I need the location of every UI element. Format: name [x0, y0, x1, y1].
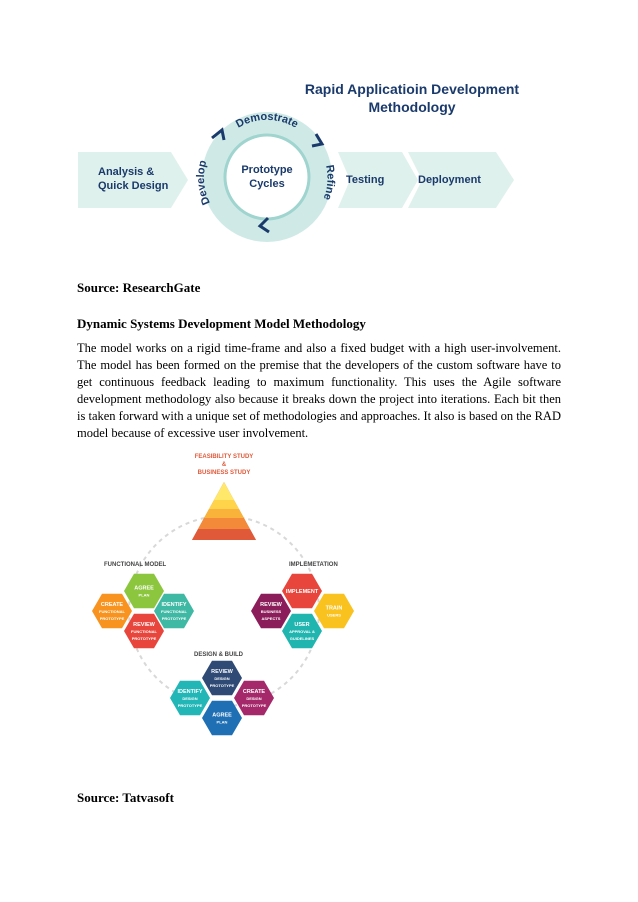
- hex-review-functional-label: FUNCTIONAL: [131, 629, 157, 634]
- refine-label: Refine: [320, 164, 337, 202]
- hex-agree-plan-label: PLAN: [138, 592, 150, 598]
- feasibility-line2: &: [221, 462, 227, 468]
- deployment-label: Deployment: [418, 174, 481, 186]
- prototype-center-line1: Prototype: [241, 164, 293, 176]
- implemetation-label: IMPLEMETATION: [289, 562, 338, 568]
- hex-create-design-label: PROTOTYPE: [241, 703, 267, 708]
- hex-identify-functional: [154, 594, 194, 629]
- rad-diagram: [76, 72, 556, 272]
- analysis-label-line1: Analysis &: [98, 166, 155, 178]
- rad-title-line1: Rapid Applicatioin Development: [304, 81, 520, 97]
- hex-review-design-label: REVIEW: [211, 669, 233, 675]
- hex-identify-design: [170, 681, 210, 716]
- testing-label: Testing: [346, 174, 385, 186]
- hex-review-business: [251, 594, 291, 629]
- hex-train-users-label: TRAIN: [325, 605, 343, 612]
- hex-user-approval-label: APPROVAL &: [289, 629, 315, 634]
- rad-title-line2: Methodology: [368, 99, 456, 115]
- hex-implement-label: IMPLEMENT: [285, 589, 319, 595]
- hex-create-functional-label: PROTOTYPE: [99, 616, 125, 621]
- hex-review-functional-label: REVIEW: [133, 622, 155, 628]
- hex-identify-functional-label: FUNCTIONAL: [161, 609, 187, 614]
- feasibility-line1: FEASIBILITY STUDY: [194, 454, 254, 460]
- hex-identify-functional-label: IDENTIFY: [161, 602, 187, 608]
- hex-review-design: [202, 661, 242, 696]
- prototype-center-line2: Cycles: [249, 178, 285, 190]
- design-build-label: DESIGN & BUILD: [194, 652, 244, 658]
- hex-create-design-label: DESIGN: [246, 696, 262, 701]
- hex-identify-design-label: PROTOTYPE: [177, 703, 203, 708]
- hex-identify-design-label: DESIGN: [182, 696, 198, 701]
- hex-review-design-label: PROTOTYPE: [209, 683, 235, 688]
- hex-create-functional: [92, 594, 132, 629]
- hex-identify-design-label: IDENTIFY: [177, 689, 203, 695]
- hex-user-approval-label: USER: [294, 622, 310, 628]
- hex-implement: [282, 574, 322, 609]
- hex-review-design-label: DESIGN: [214, 676, 230, 681]
- hex-review-functional-label: PROTOTYPE: [131, 636, 157, 641]
- hex-user-approval: [282, 614, 322, 649]
- hex-review-business-label: ASPECTS: [261, 616, 281, 621]
- source-researchgate: Source: ResearchGate: [77, 280, 201, 295]
- section-heading: Dynamic Systems Development Model Methodology: [77, 316, 366, 331]
- hex-review-business-label: REVIEW: [260, 602, 282, 608]
- hex-agree-plan-design-label: PLAN: [216, 719, 228, 725]
- hex-create-design-label: CREATE: [242, 689, 266, 695]
- feasibility-line3: BUSINESS STUDY: [197, 470, 251, 476]
- pyramid-icon: [192, 482, 256, 540]
- demonstrate-label: Demostrate: [233, 110, 301, 131]
- hex-review-business-label: BUSINESS: [260, 609, 282, 614]
- hex-train-users: [314, 594, 354, 629]
- hex-agree-plan-label: AGREE: [134, 585, 154, 592]
- dsdm-diagram: [74, 446, 374, 746]
- hex-create-functional-label: FUNCTIONAL: [99, 609, 125, 614]
- hex-train-users-label: USERS: [327, 612, 341, 618]
- analysis-label-line2: Quick Design: [98, 180, 169, 192]
- hex-identify-functional-label: PROTOTYPE: [161, 616, 187, 621]
- hex-agree-plan-design-label: AGREE: [212, 712, 232, 719]
- source-tatvasoft: Source: Tatvasoft: [77, 790, 174, 805]
- hex-user-approval-label: GUIDELINES: [289, 636, 315, 641]
- functional-model-label: FUNCTIONAL MODEL: [104, 562, 167, 568]
- hex-create-functional-label: CREATE: [100, 602, 124, 608]
- body-paragraph: The model works on a rigid time-frame and also a fixed budget with a high user-involvement. The model has been formed on the premise that the developers of the custom software have to get continuous feedback leading to maximum functionality. This uses the Agile software development methodology also because it breaks down the project into iterations. Each bit then is taken forward with a unique set of methodologies and approaches. It also is based on the RAD model because of excessive user involvement.: [77, 341, 561, 440]
- develop-label: Develop: [194, 159, 213, 207]
- hex-create-design: [234, 681, 274, 716]
